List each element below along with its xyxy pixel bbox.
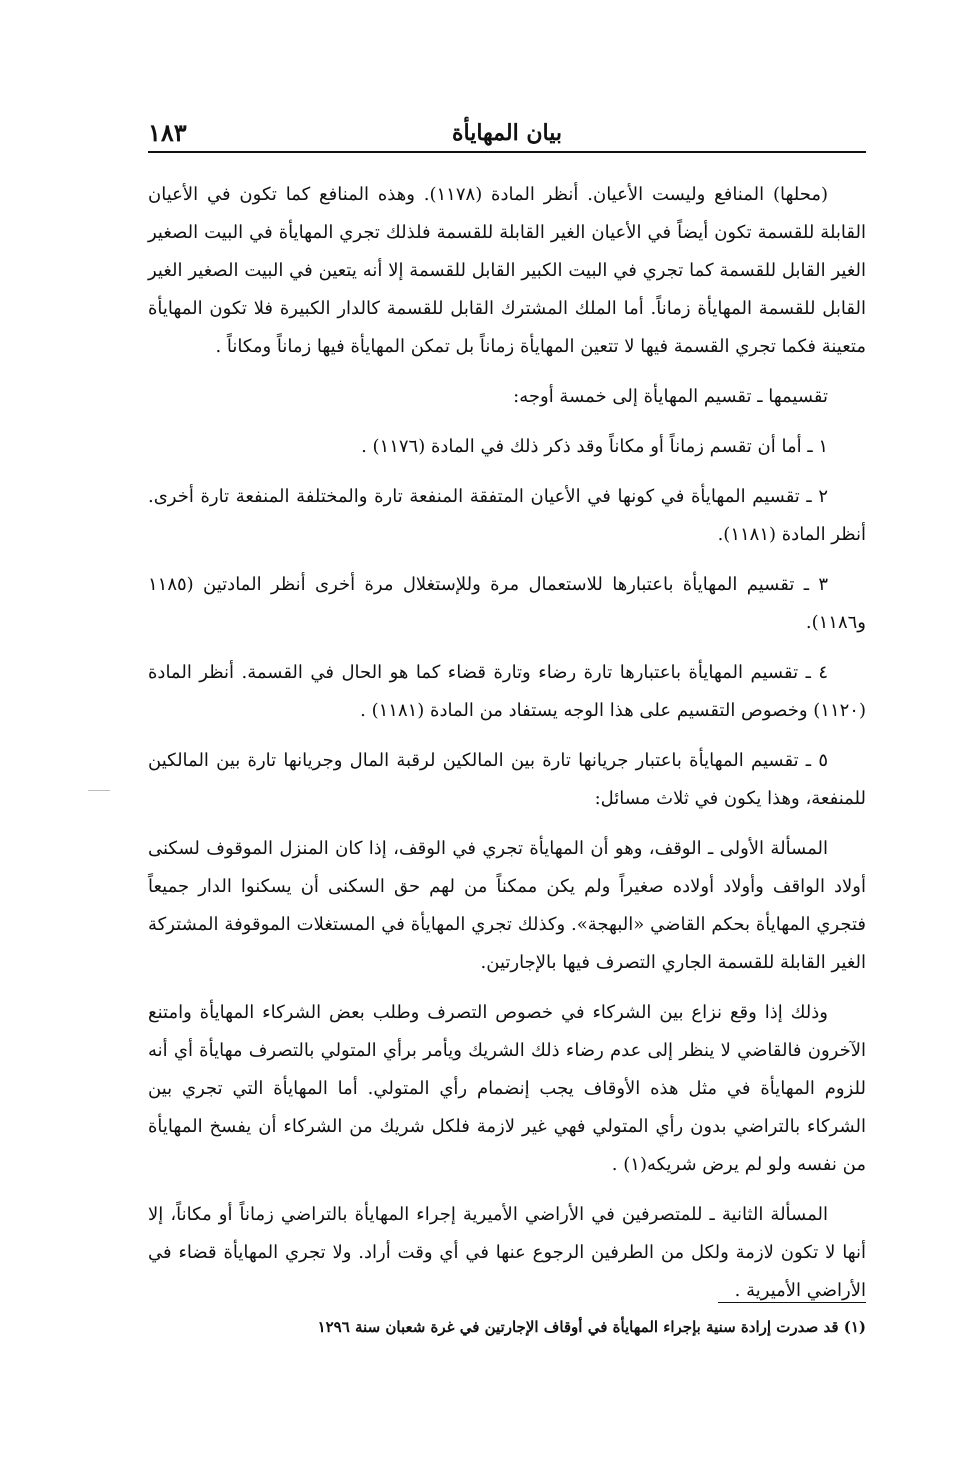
page-number: ١٨٣ <box>148 118 187 147</box>
running-header <box>148 112 866 152</box>
paragraph-issue-1-cont: وذلك إذا وقع نزاع بين الشركاء في خصوص التصرف وطلب بعض الشركاء المهايأة وامتنع الآخرون فالقاضي لا ينظر إلى عدم رضاء ذلك الشريك ويأمر برأي المتولي بالتصرف مهايأة أي أنه للزوم المهايأة في مثل هذه الأوقاف يجب إنضمام رأي المتولي. أما المهايأة التي تجري بين الشركاء بالتراضي بدون رأي المتولي فهي غير لازمة فلكل شريك من الشركاء أن يفسخ المهايأة من نفسه ولو لم يرض شريكه(١) . <box>148 1002 866 1175</box>
main-text <box>148 176 866 1322</box>
margin-mark <box>88 790 110 791</box>
paragraph-division-heading: تقسيمها ـ تقسيم المهايأة إلى خمسة أوجه: <box>513 386 828 407</box>
header-rule <box>148 151 866 153</box>
paragraph-item-4: ٤ ـ تقسيم المهايأة باعتبارها تارة رضاء وتارة قضاء كما هو الحال في القسمة. أنظر المادة (١١٢٠) وخصوص التقسيم على هذا الوجه يستفاد من المادة (١١٨١) . <box>148 662 866 721</box>
footnote-rule <box>718 1302 866 1303</box>
paragraph-item-1: ١ ـ أما أن تقسم زماناً أو مكاناً وقد ذكر ذلك في المادة (١١٧٦) . <box>361 436 828 457</box>
paragraph-item-2: ٢ ـ تقسيم المهايأة في كونها في الأعيان المتفقة المنفعة تارة والمختلفة المنفعة تارة أخرى. أنظر المادة (١١٨١). <box>148 486 866 545</box>
header-title: بيان المهايأة <box>451 120 562 146</box>
footnote: (١) قد صدرت إرادة سنية بإجراء المهايأة في أوقاف الإجارتين في غرة شعبان سنة ١٢٩٦ <box>317 1318 866 1336</box>
paragraph-intro: (محلها) المنافع وليست الأعيان. أنظر المادة (١١٧٨). وهذه المنافع كما تكون في الأعيان القابلة للقسمة تكون أيضاً في الأعيان الغير القابلة للقسمة فلذلك تجري المهايأة في البيت الصغير الغير القابل للقسمة كما تجري في البيت الكبير القابل للقسمة إلا أنه يتعين في البيت الصغير الغير القابل للقسمة المهايأة زماناً. أما الملك المشترك القابل للقسمة كالدار الكبيرة فلا تكون المهايأة متعينة فكما تجري القسمة فيها لا تتعين المهايأة زماناً بل تمكن المهايأة فيها زماناً ومكاناً . <box>148 184 866 357</box>
paragraph-issue-2: المسألة الثانية ـ للمتصرفين في الأراضي الأميرية إجراء المهايأة بالتراضي زماناً أو مكاناً، إلا أنها لا تكون لازمة ولكل من الطرفين الرجوع عنها في أي وقت أراد. ولا تجري المهايأة قضاء في الأراضي الأميرية . <box>148 1204 866 1301</box>
paragraph-item-5: ٥ ـ تقسيم المهايأة باعتبار جريانها تارة بين المالكين لرقبة المال وجريانها تارة بين المالكين للمنفعة، وهذا يكون في ثلاث مسائل: <box>148 750 866 809</box>
paragraph-item-3: ٣ ـ تقسيم المهايأة باعتبارها للاستعمال مرة وللإستغلال مرة أخرى أنظر المادتين (١١٨٥ و١١٨٦). <box>148 574 866 633</box>
paragraph-issue-1: المسألة الأولى ـ الوقف، وهو أن المهايأة تجري في الوقف، إذا كان المنزل الموقوف لسكنى أولاد الواقف وأولاد أولاده صغيراً ولم يكن ممكناً من لهم حق السكنى أن يسكنوا الدار جميعاً فتجري المهايأة بحكم القاضي «البهجة». وكذلك تجري المهايأة في المستغلات الموقوفة المشتركة الغير القابلة للقسمة الجاري التصرف فيها بالإجارتين. <box>148 838 866 973</box>
